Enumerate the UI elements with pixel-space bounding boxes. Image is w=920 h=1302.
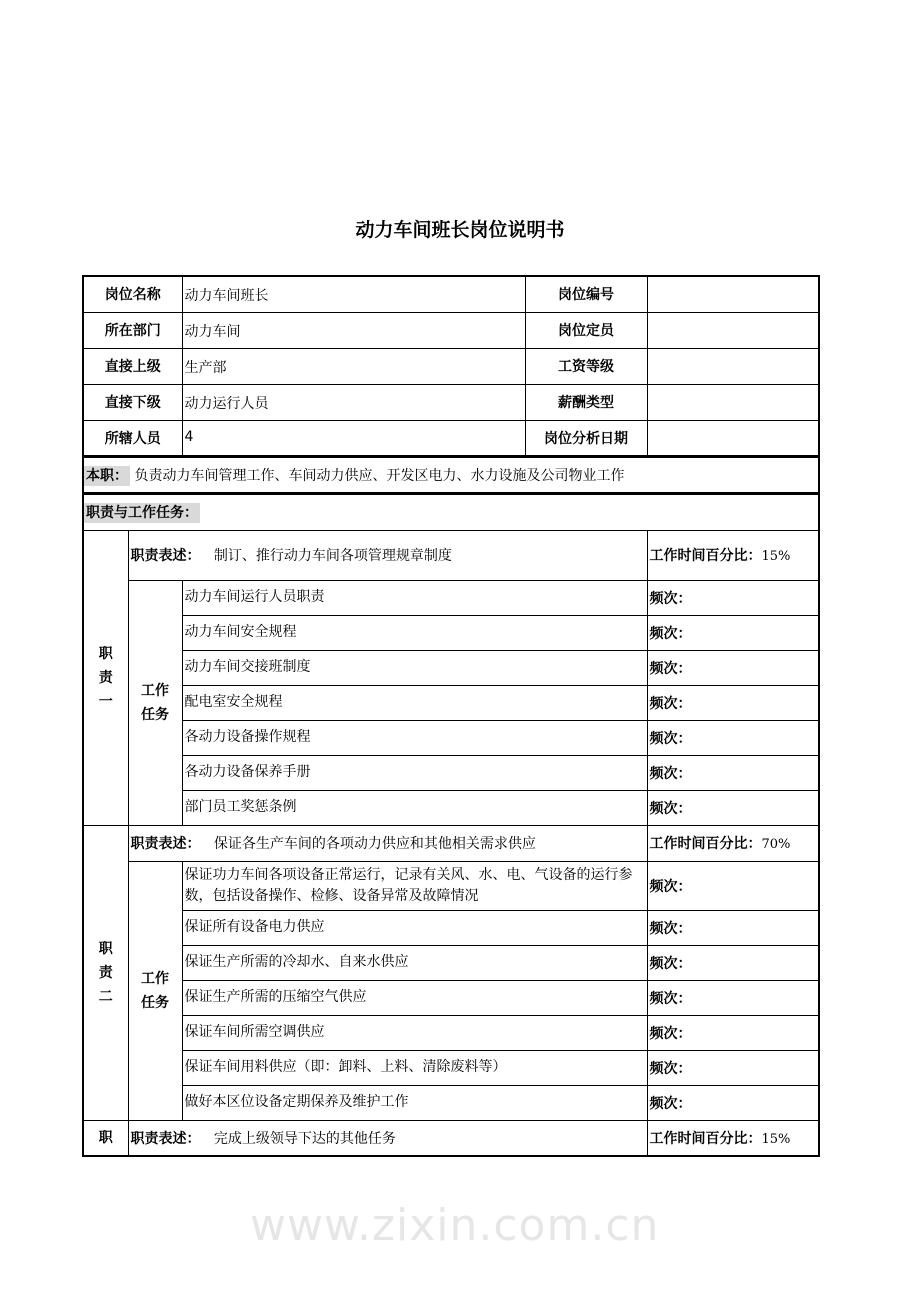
task-row [83, 910, 819, 945]
frequency-label: 频次： [647, 650, 819, 685]
job-description-table [82, 275, 820, 1157]
frequency-label: 频次： [647, 861, 819, 910]
desc-label: 职责表述： [130, 548, 201, 564]
info-value: 4 [182, 420, 525, 456]
frequency-label: 频次： [647, 1050, 819, 1085]
info-label: 直接上级 [83, 348, 182, 384]
core-label: 本职： [86, 467, 128, 484]
duty-row [83, 825, 819, 861]
task-row [83, 1085, 819, 1120]
duty-row [83, 530, 819, 580]
frequency-label: 频次： [647, 685, 819, 720]
frequency-label: 频次： [647, 755, 819, 790]
info-label-2: 薪酬类型 [525, 384, 647, 420]
info-row [83, 312, 819, 348]
info-label-2: 岗位分析日期 [525, 420, 647, 456]
task-text: 部门员工奖惩条例 [182, 790, 647, 825]
time-percentage [647, 1120, 819, 1156]
info-value-2 [647, 420, 819, 456]
frequency-label: 频次： [647, 790, 819, 825]
duty-name: 职 [98, 1129, 113, 1146]
duty-desc: 保证各生产车间的各项动力供应和其他相关需求供应 [213, 836, 536, 852]
frequency-label: 频次： [647, 1015, 819, 1050]
pct-value: 15% [761, 1131, 791, 1147]
frequency-label: 频次： [647, 980, 819, 1015]
task-text: 动力车间交接班制度 [182, 650, 647, 685]
task-row [83, 1015, 819, 1050]
task-text: 保证车间所需空调供应 [182, 1015, 647, 1050]
task-row [83, 685, 819, 720]
frequency-label: 频次： [647, 1085, 819, 1120]
section-label: 职责与工作任务： [86, 505, 198, 521]
task-text: 各动力设备保养手册 [182, 755, 647, 790]
desc-label: 职责表述： [130, 836, 201, 852]
task-text: 各动力设备操作规程 [182, 720, 647, 755]
task-text: 保证所有设备电力供应 [182, 910, 647, 945]
page-title: 动力车间班长岗位说明书 [355, 219, 565, 241]
task-text: 保证生产所需的冷却水、自来水供应 [182, 945, 647, 980]
task-text: 保证生产所需的压缩空气供应 [182, 980, 647, 1015]
pct-value: 70% [761, 837, 791, 852]
info-value-2 [647, 312, 819, 348]
task-text: 保证功力车间各项设备正常运行，记录有关风、水、电、气设备的运行参数，包括设备操作、检修、设备异常及故障情况 [182, 861, 647, 910]
duty-name: 职责二 [98, 940, 113, 1005]
duty-desc: 完成上级领导下达的其他任务 [213, 1130, 396, 1147]
task-text: 动力车间安全规程 [182, 615, 647, 650]
time-percentage [647, 530, 819, 580]
section-row [83, 493, 819, 530]
info-row [83, 420, 819, 456]
pct-label: 工作时间百分比： [649, 1130, 762, 1147]
info-label-2: 岗位定员 [525, 312, 647, 348]
task-text: 动力车间运行人员职责 [182, 580, 647, 615]
info-value-2 [647, 348, 819, 384]
task-row [83, 580, 819, 615]
frequency-label: 频次： [647, 580, 819, 615]
time-percentage [647, 825, 819, 861]
duty-name: 职责一 [98, 645, 113, 710]
desc-label: 职责表述： [130, 1130, 201, 1147]
info-value: 动力车间班长 [182, 276, 525, 312]
task-row [83, 755, 819, 790]
task-text: 做好本区位设备定期保养及维护工作 [182, 1085, 647, 1120]
info-row [83, 348, 819, 384]
pct-label: 工作时间百分比： [649, 836, 762, 852]
frequency-label: 频次： [647, 615, 819, 650]
frequency-label: 频次： [647, 910, 819, 945]
info-value: 动力运行人员 [182, 384, 525, 420]
duty-row [83, 1120, 819, 1156]
task-row [83, 980, 819, 1015]
task-row [83, 861, 819, 910]
task-row [83, 790, 819, 825]
info-label-2: 岗位编号 [525, 276, 647, 312]
core-row [83, 456, 819, 493]
info-row [83, 384, 819, 420]
pct-label: 工作时间百分比： [649, 548, 762, 564]
info-label: 所辖人员 [83, 420, 182, 456]
info-value-2 [647, 276, 819, 312]
watermark: www.zixin.com.cn [250, 1200, 660, 1251]
pct-value: 15% [761, 549, 791, 564]
duty-desc: 制订、推行动力车间各项管理规章制度 [213, 548, 452, 564]
info-value: 生产部 [182, 348, 525, 384]
task-row [83, 650, 819, 685]
info-value: 动力车间 [182, 312, 525, 348]
task-text: 配电室安全规程 [182, 685, 647, 720]
frequency-label: 频次： [647, 720, 819, 755]
info-row [83, 276, 819, 312]
task-text: 保证车间用料供应（即：卸料、上料、清除废料等） [182, 1050, 647, 1085]
frequency-label: 频次： [647, 945, 819, 980]
info-label: 岗位名称 [83, 276, 182, 312]
task-row [83, 945, 819, 980]
task-row [83, 615, 819, 650]
task-row [83, 1050, 819, 1085]
info-label: 直接下级 [83, 384, 182, 420]
info-label: 所在部门 [83, 312, 182, 348]
task-label: 工作任务 [141, 970, 169, 1011]
core-text: 负责动力车间管理工作、车间动力供应、开发区电力、水力设施及公司物业工作 [134, 467, 625, 484]
info-value-2 [647, 384, 819, 420]
info-label-2: 工资等级 [525, 348, 647, 384]
task-row [83, 720, 819, 755]
task-label: 工作任务 [141, 682, 169, 723]
